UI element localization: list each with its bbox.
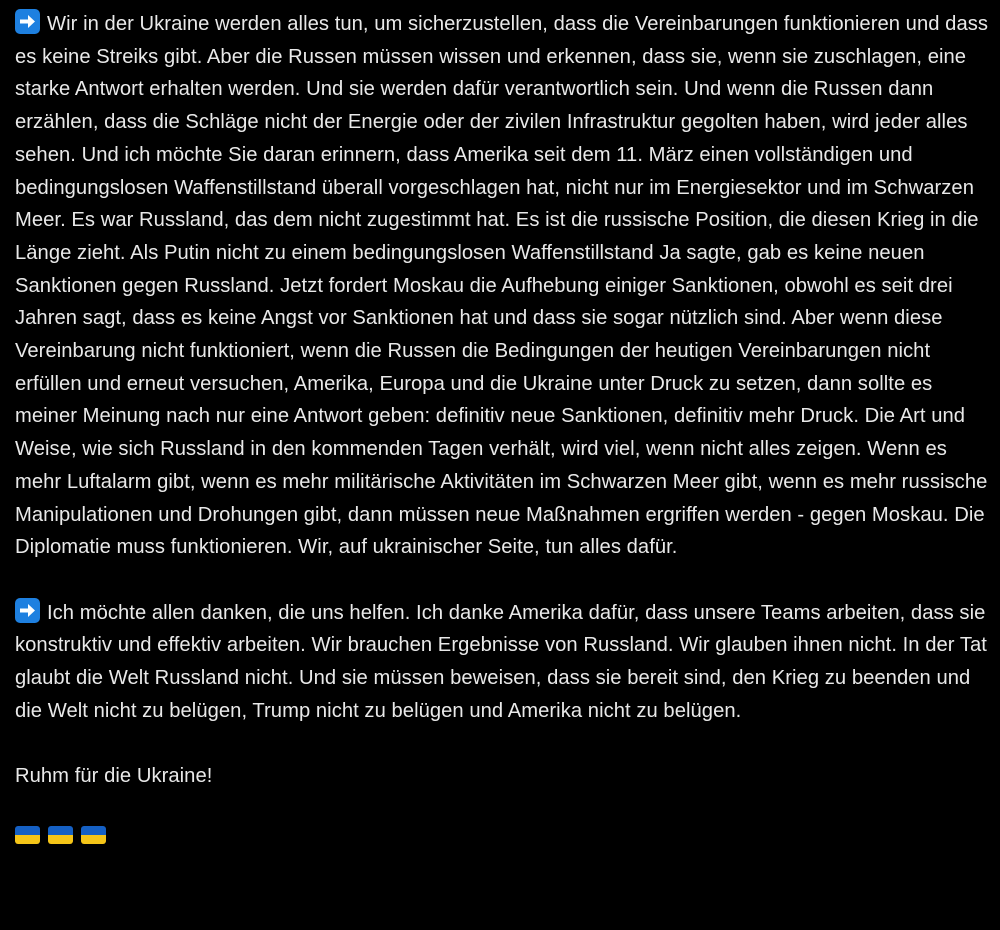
ukraine-flag-icon	[48, 826, 73, 844]
flag-emoji-row	[15, 826, 990, 844]
post-paragraph-2	[15, 597, 990, 728]
paragraph-1-text: Wir in der Ukraine werden alles tun, um sicherzustellen, dass die Vereinbarungen funktionieren und dass es keine Streiks gibt. Aber die Russen müssen wissen und erkennen, dass sie, wenn sie zuschlagen, eine starke Antwort erhalten werden. Und sie werden dafür verantwortlich sein. Und wenn die Russen dann erzählen, dass die Schläge nicht der Energie oder der zivilen Infrastruktur gegolten haben, wird jeder alles sehen. Und ich möchte Sie daran erinnern, dass Amerika seit dem 11. März einen vollständigen und bedingungslosen Waffenstillstand überall vorgeschlagen hat, nicht nur im Energiesektor und im Schwarzen Meer. Es war Russland, das dem nicht zugestimmt hat. Es ist die russische Position, die diesen Krieg in die Länge zieht. Als Putin nicht zu einem bedingungslosen Waffenstillstand Ja sagte, gab es keine neuen Sanktionen gegen Russland. Jetzt fordert Moskau die Aufhebung einiger Sanktionen, obwohl es seit drei Jahren sagt, dass es keine Angst vor Sanktionen hat und dass sie sogar nützlich sind. Aber wenn diese Vereinbarung nicht funktioniert, wenn die Russen die Bedingungen der heutigen Vereinbarungen nicht erfüllen und erneut versuchen, Amerika, Europa und die Ukraine unter Druck zu setzen, dann sollte es meiner Meinung nach nur eine Antwort geben: definitiv neue Sanktionen, definitiv mehr Druck. Die Art und Weise, wie sich Russland in den kommenden Tagen verhält, wird viel, wenn nicht alles zeigen. Wenn es mehr Luftalarm gibt, wenn es mehr militärische Aktivitäten im Schwarzen Meer gibt, wenn es mehr russische Manipulationen und Drohungen gibt, dann müssen neue Maßnahmen ergriffen werden - gegen Moskau. Die Diplomatie muss funktionieren. Wir, auf ukrainischer Seite, tun alles dafür.	[15, 13, 989, 559]
post-closing: Ruhm für die Ukraine!	[15, 765, 213, 788]
paragraph-2-text: Ich möchte allen danken, die uns helfen. Ich danke Amerika dafür, dass unsere Teams arbeiten, dass sie konstruktiv und effektiv arbeiten. Wir brauchen Ergebnisse von Russland. Wir glauben ihnen nicht. In der Tat glaubt die Welt Russland nicht. Und sie müssen beweisen, dass sie bereit sind, den Krieg zu beenden und die Welt nicht zu belügen, Trump nicht zu belügen und Amerika nicht zu belügen.	[15, 601, 987, 722]
ukraine-flag-icon	[81, 826, 106, 844]
ukraine-flag-icon	[15, 826, 40, 844]
post-paragraph-1	[15, 8, 990, 564]
right-arrow-icon	[15, 9, 40, 34]
post-body	[15, 8, 990, 844]
right-arrow-icon	[15, 598, 40, 623]
